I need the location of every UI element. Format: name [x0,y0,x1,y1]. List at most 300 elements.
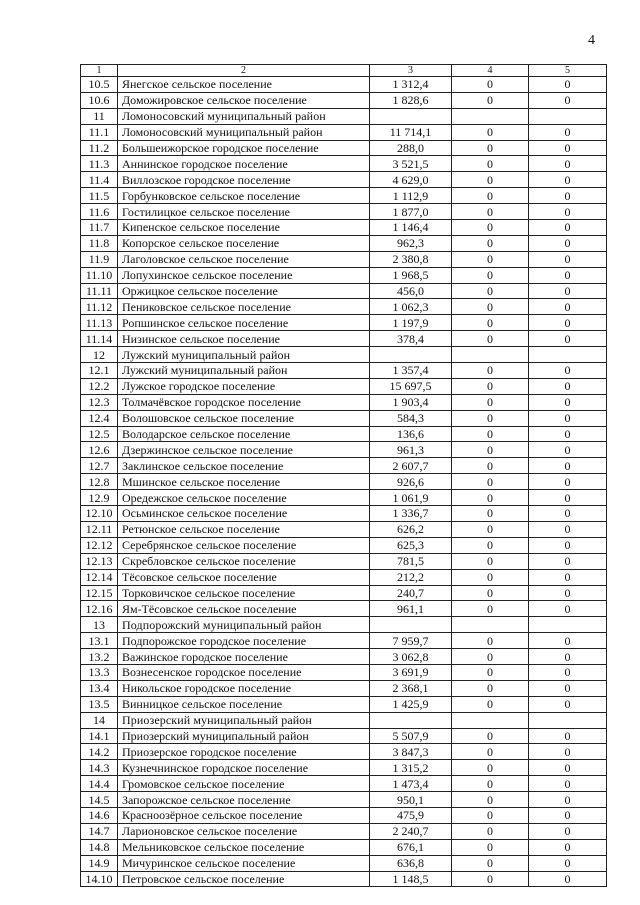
col-4-value: 0 [452,92,529,108]
col-5-value: 0 [529,490,607,506]
amount: 926,6 [370,474,452,490]
municipality-name: Подпорожский муниципальный район [118,617,370,633]
col-5-value: 0 [529,537,607,553]
col-4-value: 0 [452,744,529,760]
municipality-name: Ретюнское сельское поселение [118,521,370,537]
col-4-value: 0 [452,283,529,299]
col-5-value: 0 [529,649,607,665]
municipality-name: Ропшинское сельское поселение [118,315,370,331]
municipality-name: Важинское городское поселение [118,649,370,665]
row-number: 11.8 [81,235,118,251]
col-4-value: 0 [452,442,529,458]
municipality-name: Мшинское сельское поселение [118,474,370,490]
table-row [81,204,607,220]
col-4-value: 0 [452,855,529,871]
row-number: 12.6 [81,442,118,458]
row-number: 11.9 [81,251,118,267]
amount: 4 629,0 [370,172,452,188]
municipality-name: Петровское сельское поселение [118,871,370,887]
table-row [81,506,607,522]
amount: 7 959,7 [370,633,452,649]
municipality-name: Кузнечнинское городское поселение [118,760,370,776]
amount: 1 473,4 [370,776,452,792]
header-row [81,65,607,77]
amount: 1 877,0 [370,204,452,220]
col-5-value: 0 [529,77,607,93]
col-5-value: 0 [529,188,607,204]
col-5-value: 0 [529,140,607,156]
municipality-name: Заклинское сельское поселение [118,458,370,474]
amount: 1 146,4 [370,220,452,236]
col-5-value: 0 [529,506,607,522]
municipality-name: Доможировское сельское поселение [118,92,370,108]
municipality-name: Осьминское сельское поселение [118,506,370,522]
table-row [81,649,607,665]
table-row [81,124,607,140]
row-number: 13.4 [81,680,118,696]
col-5-value: 0 [529,553,607,569]
municipality-name: Приозерское городское поселение [118,744,370,760]
table-row [81,235,607,251]
col-5-value: 0 [529,283,607,299]
table-row [81,458,607,474]
municipality-name: Вознесенское городское поселение [118,664,370,680]
col-5-value: 0 [529,839,607,855]
col-5-value [529,712,607,728]
col-4-value: 0 [452,633,529,649]
col-5-value: 0 [529,744,607,760]
row-number: 12.15 [81,585,118,601]
col-4-value: 0 [452,394,529,410]
row-number: 11.4 [81,172,118,188]
municipality-name: Володарское сельское поселение [118,426,370,442]
amount: 781,5 [370,553,452,569]
row-number: 12.7 [81,458,118,474]
amount: 288,0 [370,140,452,156]
municipality-name: Серебрянское сельское поселение [118,537,370,553]
table-row [81,792,607,808]
municipality-name: Громовское сельское поселение [118,776,370,792]
municipality-name: Большеижорское городское поселение [118,140,370,156]
row-number: 14.6 [81,807,118,823]
table-row [81,712,607,728]
table-row [81,855,607,871]
amount: 2 607,7 [370,458,452,474]
col-4-value [452,712,529,728]
col-5-value: 0 [529,664,607,680]
table-row [81,680,607,696]
table-row [81,617,607,633]
header-col-3: 3 [370,65,452,77]
amount: 950,1 [370,792,452,808]
row-number: 10.5 [81,77,118,93]
table-row [81,490,607,506]
col-5-value: 0 [529,378,607,394]
col-4-value: 0 [452,680,529,696]
col-4-value: 0 [452,839,529,855]
col-5-value: 0 [529,792,607,808]
municipality-name: Лужский муниципальный район [118,363,370,379]
row-number: 12 [81,347,118,363]
row-number: 11.11 [81,283,118,299]
col-5-value: 0 [529,315,607,331]
municipality-name: Пениковское сельское поселение [118,299,370,315]
col-4-value: 0 [452,553,529,569]
table-row [81,108,607,124]
table-row [81,77,607,93]
amount: 212,2 [370,569,452,585]
col-5-value: 0 [529,823,607,839]
amount [370,712,452,728]
col-4-value [452,108,529,124]
amount: 626,2 [370,521,452,537]
page-number: 4 [588,33,595,48]
col-5-value: 0 [529,474,607,490]
col-5-value: 0 [529,521,607,537]
amount: 11 714,1 [370,124,452,140]
row-number: 12.3 [81,394,118,410]
col-5-value: 0 [529,172,607,188]
municipality-name: Лаголовское сельское поселение [118,251,370,267]
col-5-value: 0 [529,124,607,140]
amount: 3 691,9 [370,664,452,680]
table-row [81,569,607,585]
municipality-name: Низинское сельское поселение [118,331,370,347]
col-4-value: 0 [452,140,529,156]
table-row [81,553,607,569]
col-4-value: 0 [452,585,529,601]
table-row [81,394,607,410]
header-col-4: 4 [452,65,529,77]
amount: 584,3 [370,410,452,426]
table-row [81,283,607,299]
table-row [81,172,607,188]
col-4-value: 0 [452,378,529,394]
col-4-value: 0 [452,792,529,808]
row-number: 12.4 [81,410,118,426]
amount: 2 240,7 [370,823,452,839]
table-row [81,363,607,379]
amount: 636,8 [370,855,452,871]
amount: 1 336,7 [370,506,452,522]
col-5-value: 0 [529,585,607,601]
row-number: 11.1 [81,124,118,140]
amount: 1 062,3 [370,299,452,315]
col-4-value: 0 [452,649,529,665]
col-4-value [452,617,529,633]
municipality-name: Лужское городское поселение [118,378,370,394]
municipality-name: Скребловское сельское поселение [118,553,370,569]
col-4-value: 0 [452,124,529,140]
municipality-name: Приозерский муниципальный район [118,728,370,744]
table-row [81,220,607,236]
col-5-value: 0 [529,855,607,871]
amount: 240,7 [370,585,452,601]
municipality-name: Мичуринское сельское поселение [118,855,370,871]
col-4-value: 0 [452,807,529,823]
row-number: 11.12 [81,299,118,315]
col-5-value: 0 [529,220,607,236]
row-number: 11 [81,108,118,124]
amount: 15 697,5 [370,378,452,394]
table-row [81,378,607,394]
amount [370,617,452,633]
amount: 961,1 [370,601,452,617]
amount: 676,1 [370,839,452,855]
table-row [81,474,607,490]
col-4-value: 0 [452,490,529,506]
municipality-name: Винницкое сельское поселение [118,696,370,712]
col-5-value: 0 [529,267,607,283]
table-row [81,776,607,792]
col-5-value: 0 [529,426,607,442]
table-row [81,601,607,617]
municipality-name: Лужский муниципальный район [118,347,370,363]
header-col-5: 5 [529,65,607,77]
col-4-value [452,347,529,363]
municipality-name: Янегское сельское поселение [118,77,370,93]
municipality-name: Приозерский муниципальный район [118,712,370,728]
col-5-value: 0 [529,680,607,696]
row-number: 13 [81,617,118,633]
col-4-value: 0 [452,410,529,426]
table-row [81,92,607,108]
col-4-value: 0 [452,760,529,776]
row-number: 12.16 [81,601,118,617]
amount: 625,3 [370,537,452,553]
amount: 136,6 [370,426,452,442]
col-4-value: 0 [452,521,529,537]
row-number: 11.10 [81,267,118,283]
municipality-name: Толмачёвское городское поселение [118,394,370,410]
municipality-name: Красноозёрное сельское поселение [118,807,370,823]
table-row [81,537,607,553]
col-5-value: 0 [529,363,607,379]
row-number: 12.2 [81,378,118,394]
col-5-value: 0 [529,92,607,108]
amount: 1 061,9 [370,490,452,506]
col-4-value: 0 [452,204,529,220]
table-row [81,188,607,204]
municipality-name: Оредежское сельское поселение [118,490,370,506]
amount: 475,9 [370,807,452,823]
col-4-value: 0 [452,728,529,744]
col-5-value: 0 [529,633,607,649]
amount: 1 315,2 [370,760,452,776]
col-4-value: 0 [452,569,529,585]
row-number: 14.5 [81,792,118,808]
municipality-name: Запорожское сельское поселение [118,792,370,808]
table-row [81,728,607,744]
row-number: 10.6 [81,92,118,108]
col-4-value: 0 [452,331,529,347]
municipality-name: Подпорожское городское поселение [118,633,370,649]
row-number: 12.8 [81,474,118,490]
municipality-name: Аннинское городское поселение [118,156,370,172]
table-row [81,807,607,823]
table-row [81,251,607,267]
amount: 1 312,4 [370,77,452,93]
municipality-name: Лопухинское сельское поселение [118,267,370,283]
col-4-value: 0 [452,188,529,204]
row-number: 14.1 [81,728,118,744]
table-row [81,442,607,458]
amount: 961,3 [370,442,452,458]
col-5-value: 0 [529,696,607,712]
col-5-value: 0 [529,156,607,172]
table-row [81,315,607,331]
amount [370,108,452,124]
row-number: 12.12 [81,537,118,553]
col-4-value: 0 [452,506,529,522]
col-4-value: 0 [452,267,529,283]
table-row [81,760,607,776]
row-number: 14.8 [81,839,118,855]
table-row [81,410,607,426]
col-4-value: 0 [452,601,529,617]
col-4-value: 0 [452,474,529,490]
table-row [81,839,607,855]
table-row [81,156,607,172]
amount: 1 425,9 [370,696,452,712]
row-number: 14.4 [81,776,118,792]
col-4-value: 0 [452,823,529,839]
col-5-value: 0 [529,569,607,585]
row-number: 12.11 [81,521,118,537]
allocation-table [80,64,607,887]
col-5-value: 0 [529,331,607,347]
amount: 1 968,5 [370,267,452,283]
table-row [81,664,607,680]
table-row [81,585,607,601]
row-number: 13.3 [81,664,118,680]
row-number: 14.7 [81,823,118,839]
col-5-value: 0 [529,760,607,776]
amount: 1 112,9 [370,188,452,204]
col-4-value: 0 [452,871,529,887]
row-number: 12.5 [81,426,118,442]
row-number: 12.14 [81,569,118,585]
col-4-value: 0 [452,664,529,680]
row-number: 14.10 [81,871,118,887]
row-number: 12.10 [81,506,118,522]
municipality-name: Кипенское сельское поселение [118,220,370,236]
table-row [81,744,607,760]
municipality-name: Дзержинское сельское поселение [118,442,370,458]
municipality-name: Ларионовское сельское поселение [118,823,370,839]
table-row [81,696,607,712]
col-5-value: 0 [529,458,607,474]
header-col-2: 2 [118,65,370,77]
municipality-name: Гостилицкое сельское поселение [118,204,370,220]
col-5-value: 0 [529,299,607,315]
col-5-value: 0 [529,251,607,267]
col-5-value [529,347,607,363]
header-col-1: 1 [81,65,118,77]
col-5-value: 0 [529,728,607,744]
col-4-value: 0 [452,172,529,188]
amount: 2 380,8 [370,251,452,267]
amount [370,347,452,363]
municipality-name: Волошовское сельское поселение [118,410,370,426]
col-4-value: 0 [452,299,529,315]
table-row [81,823,607,839]
col-4-value: 0 [452,776,529,792]
row-number: 14.2 [81,744,118,760]
table-row [81,633,607,649]
row-number: 14.9 [81,855,118,871]
col-4-value: 0 [452,251,529,267]
municipality-name: Ломоносовский муниципальный район [118,108,370,124]
row-number: 11.3 [81,156,118,172]
amount: 1 828,6 [370,92,452,108]
amount: 1 903,4 [370,394,452,410]
row-number: 11.5 [81,188,118,204]
municipality-name: Ям-Тёсовское сельское поселение [118,601,370,617]
col-4-value: 0 [452,315,529,331]
row-number: 13.5 [81,696,118,712]
row-number: 11.6 [81,204,118,220]
col-4-value: 0 [452,77,529,93]
municipality-name: Ломоносовский муниципальный район [118,124,370,140]
amount: 2 368,1 [370,680,452,696]
row-number: 13.2 [81,649,118,665]
amount: 378,4 [370,331,452,347]
row-number: 12.13 [81,553,118,569]
col-5-value: 0 [529,235,607,251]
row-number: 12.9 [81,490,118,506]
municipality-name: Тёсовское сельское поселение [118,569,370,585]
col-4-value: 0 [452,426,529,442]
amount: 1 197,9 [370,315,452,331]
municipality-name: Торковичское сельское поселение [118,585,370,601]
col-5-value: 0 [529,807,607,823]
municipality-name: Виллозское городское поселение [118,172,370,188]
amount: 962,3 [370,235,452,251]
amount: 3 847,3 [370,744,452,760]
col-4-value: 0 [452,458,529,474]
col-4-value: 0 [452,235,529,251]
row-number: 14.3 [81,760,118,776]
col-5-value [529,108,607,124]
col-5-value [529,617,607,633]
amount: 5 507,9 [370,728,452,744]
col-5-value: 0 [529,410,607,426]
table-row [81,140,607,156]
col-5-value: 0 [529,776,607,792]
col-5-value: 0 [529,442,607,458]
row-number: 11.7 [81,220,118,236]
amount: 3 521,5 [370,156,452,172]
municipality-name: Горбунковское сельское поселение [118,188,370,204]
row-number: 11.14 [81,331,118,347]
row-number: 11.2 [81,140,118,156]
col-4-value: 0 [452,696,529,712]
amount: 456,0 [370,283,452,299]
table-row [81,426,607,442]
municipality-name: Мельниковское сельское поселение [118,839,370,855]
table-row [81,267,607,283]
col-4-value: 0 [452,220,529,236]
amount: 1 357,4 [370,363,452,379]
amount: 1 148,5 [370,871,452,887]
municipality-name: Никольское городское поселение [118,680,370,696]
table-row [81,347,607,363]
col-4-value: 0 [452,156,529,172]
table-row [81,521,607,537]
row-number: 12.1 [81,363,118,379]
amount: 3 062,8 [370,649,452,665]
